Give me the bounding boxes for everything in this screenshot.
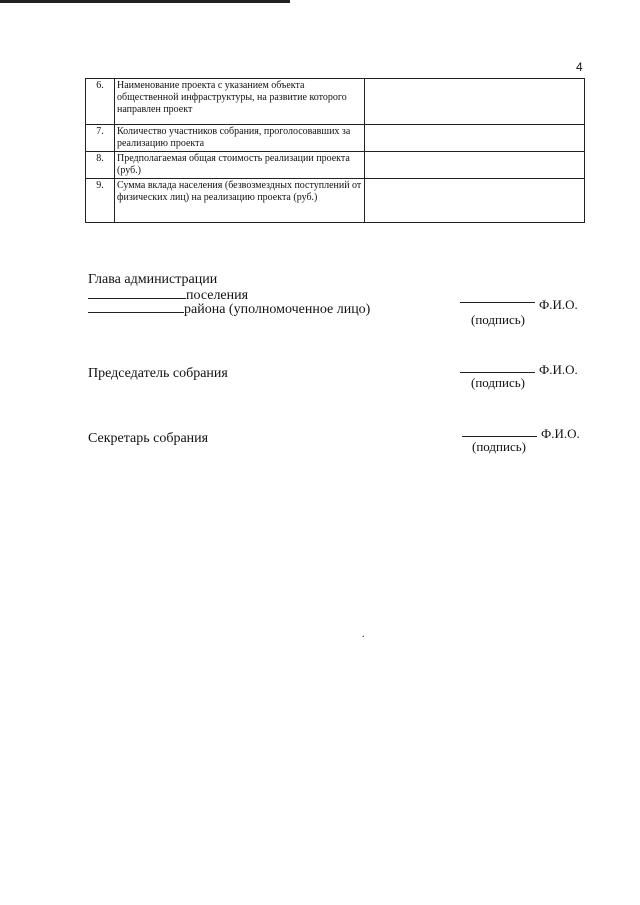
- table-row: [86, 179, 585, 223]
- top-border-line: [0, 0, 290, 3]
- chair-title: Председатель собрания: [88, 366, 228, 381]
- secretary-title: Секретарь собрания: [88, 431, 209, 446]
- table-row: [86, 152, 585, 179]
- row-label: Количество участников собрания, проголосовавших за реализацию проекта: [115, 125, 365, 152]
- head-signature-caption: (подпись): [471, 312, 525, 327]
- table-row: [86, 79, 585, 125]
- row-value-cell[interactable]: [365, 152, 585, 179]
- row-number: 7.: [86, 125, 115, 152]
- row-label: Сумма вклада населения (безвозмездных поступлений от физических лиц) на реализацию проекта (руб.): [115, 179, 365, 223]
- secretary-fio-label: Ф.И.О.: [541, 426, 580, 441]
- district-label: района (уполномоченное лицо): [184, 302, 371, 317]
- row-value-cell[interactable]: [365, 79, 585, 125]
- chair-fio-label: Ф.И.О.: [539, 362, 578, 377]
- project-info-table: [85, 78, 585, 223]
- head-signature-line[interactable]: [460, 302, 535, 303]
- row-label: Предполагаемая общая стоимость реализации проекта (руб.): [115, 152, 365, 179]
- district-line: [88, 302, 370, 318]
- district-blank[interactable]: [88, 312, 184, 313]
- row-number: 9.: [86, 179, 115, 223]
- secretary-signature-line[interactable]: [462, 436, 537, 437]
- secretary-signature-caption: (подпись): [472, 439, 526, 454]
- chair-signature-caption: (подпись): [471, 375, 525, 390]
- row-number: 8.: [86, 152, 115, 179]
- row-value-cell[interactable]: [365, 179, 585, 223]
- settlement-blank[interactable]: [88, 298, 186, 299]
- page-number: 4: [576, 60, 583, 74]
- stray-mark: .: [362, 629, 365, 640]
- table-row: [86, 125, 585, 152]
- settlement-label: поселения: [186, 288, 249, 303]
- row-number: 6.: [86, 79, 115, 125]
- head-title: Глава администрации: [88, 272, 218, 287]
- row-label: Наименование проекта с указанием объекта общественной инфраструктуры, на развитие которого направлен проект: [115, 79, 365, 125]
- row-value-cell[interactable]: [365, 125, 585, 152]
- head-fio-label: Ф.И.О.: [539, 297, 578, 312]
- chair-signature-line[interactable]: [460, 372, 535, 373]
